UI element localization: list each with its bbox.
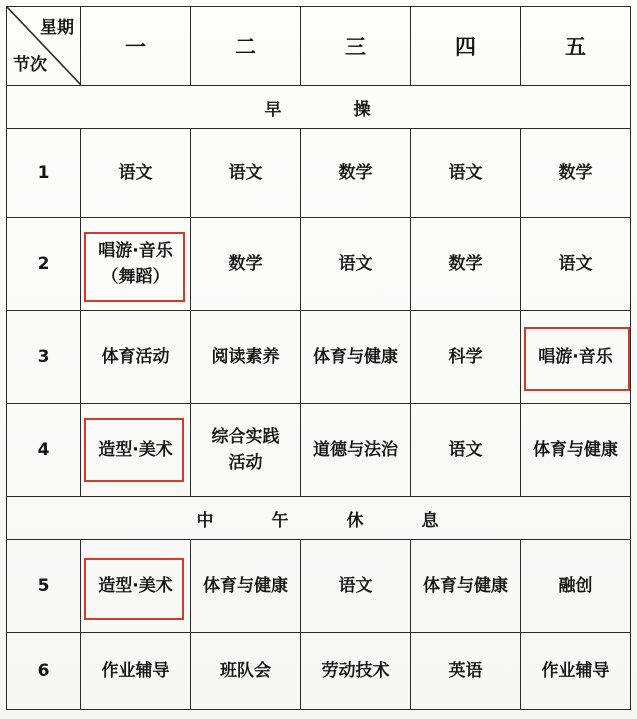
lesson-text: 唱游·音乐 [538, 347, 613, 367]
corner-label-period: 节次 [13, 55, 47, 75]
period-row-4 [7, 404, 631, 497]
day-header-thu: 四 [411, 7, 521, 86]
header-row [7, 7, 631, 86]
lesson-cell: 体育与健康 [411, 540, 521, 633]
band-char: 息 [421, 510, 441, 531]
lesson-cell: 体育与健康 [191, 540, 301, 633]
lesson-cell: 语文 [191, 129, 301, 218]
timetable [6, 6, 631, 710]
lesson-text: 造型·美术 [98, 440, 173, 460]
period-number: 5 [7, 540, 81, 633]
lesson-text: 造型·美术 [98, 576, 173, 596]
day-header-tue: 二 [191, 7, 301, 86]
lesson-cell: 语文 [301, 218, 411, 311]
lesson-cell: 语文 [301, 540, 411, 633]
lesson-cell: 体育与健康 [521, 404, 631, 497]
day-header-mon: 一 [81, 7, 191, 86]
lesson-line: 唱游·音乐 [98, 241, 173, 261]
lesson-cell: 语文 [81, 129, 191, 218]
lesson-cell: 劳动技术 [301, 633, 411, 710]
period-number: 2 [7, 218, 81, 311]
lesson-cell: 语文 [411, 129, 521, 218]
lesson-cell: 道德与法治 [301, 404, 411, 497]
lesson-cell-highlighted [81, 540, 191, 633]
noon-break-band [7, 497, 631, 540]
band-char: 早 [264, 99, 284, 120]
lesson-cell: 数学 [191, 218, 301, 311]
lesson-cell: 数学 [411, 218, 521, 311]
period-number: 3 [7, 311, 81, 404]
band-char: 午 [271, 510, 291, 531]
period-number: 6 [7, 633, 81, 710]
lesson-cell [191, 404, 301, 497]
lesson-text [98, 238, 172, 290]
lesson-cell: 体育与健康 [301, 311, 411, 404]
day-header-wed: 三 [301, 7, 411, 86]
lesson-cell: 融创 [521, 540, 631, 633]
lesson-cell: 体育活动 [81, 311, 191, 404]
lesson-text [212, 424, 280, 476]
lesson-cell: 作业辅导 [81, 633, 191, 710]
corner-label-weekday: 星期 [40, 18, 74, 38]
lesson-cell: 科学 [411, 311, 521, 404]
lesson-cell: 语文 [521, 218, 631, 311]
lesson-cell: 数学 [521, 129, 631, 218]
band-char: 休 [346, 510, 366, 531]
period-row-3 [7, 311, 631, 404]
lesson-cell-highlighted [521, 311, 631, 404]
noon-break-row [7, 497, 631, 540]
lesson-cell: 语文 [411, 404, 521, 497]
period-row-2 [7, 218, 631, 311]
band-char: 操 [353, 99, 373, 120]
lesson-cell: 数学 [301, 129, 411, 218]
morning-exercise-band [7, 86, 631, 129]
period-number: 1 [7, 129, 81, 218]
lesson-line: 综合实践 [211, 427, 280, 447]
period-row-5 [7, 540, 631, 633]
lesson-cell: 英语 [411, 633, 521, 710]
lesson-line: （舞蹈） [101, 267, 170, 287]
period-number: 4 [7, 404, 81, 497]
lesson-cell-highlighted [81, 218, 191, 311]
period-row-6 [7, 633, 631, 710]
period-row-1 [7, 129, 631, 218]
lesson-line: 活动 [228, 453, 263, 473]
band-char: 中 [196, 510, 216, 531]
lesson-cell: 班队会 [191, 633, 301, 710]
morning-exercise-row [7, 86, 631, 129]
lesson-cell: 阅读素养 [191, 311, 301, 404]
corner-cell [7, 7, 81, 86]
lesson-cell-highlighted [81, 404, 191, 497]
day-header-fri: 五 [521, 7, 631, 86]
lesson-cell: 作业辅导 [521, 633, 631, 710]
